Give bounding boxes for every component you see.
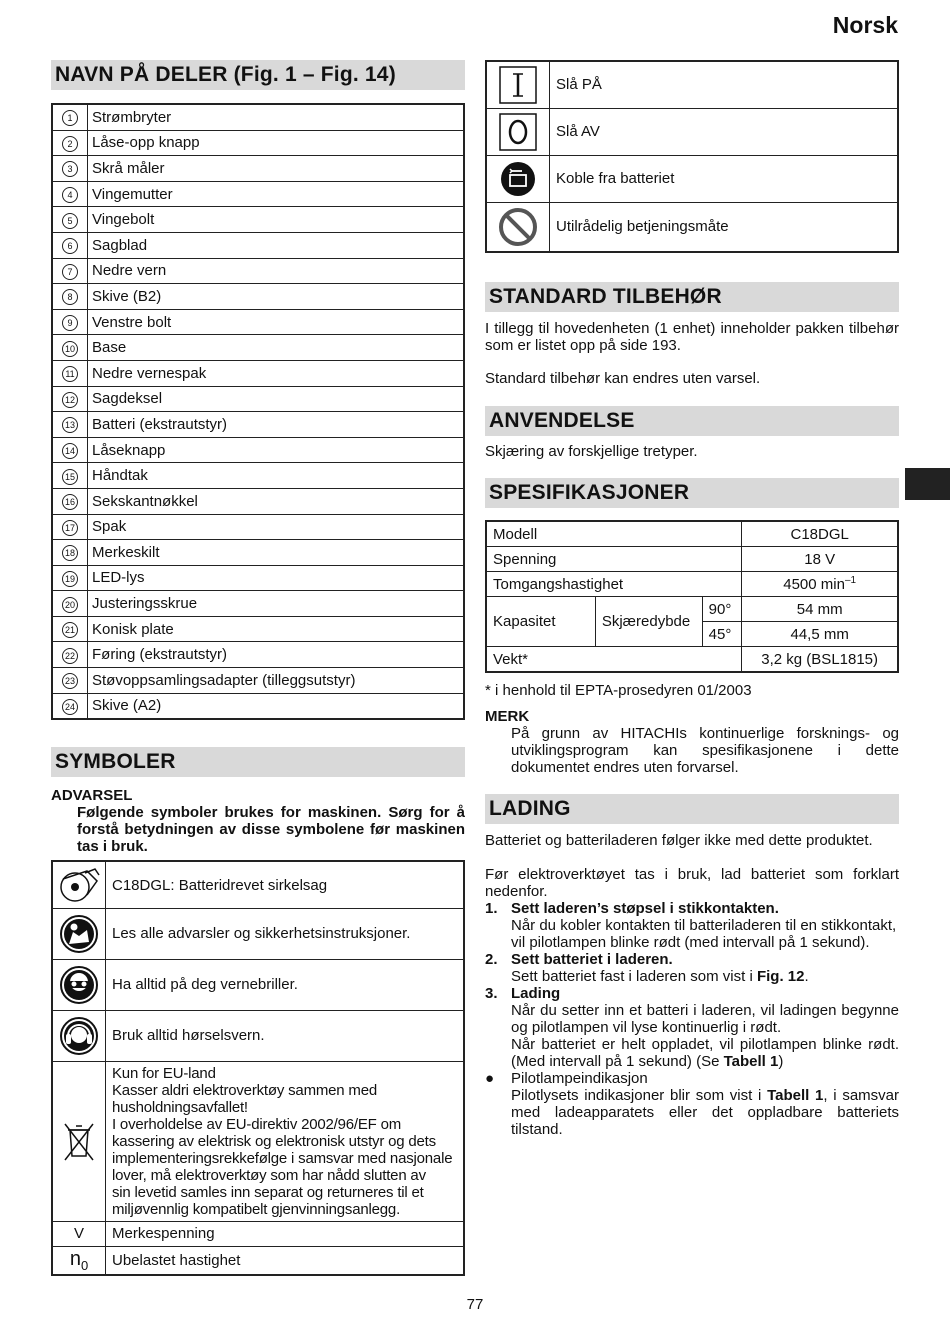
symbol-text: Utilrådelig betjeningsmåte [550, 202, 899, 252]
part-number: 6 [52, 232, 88, 258]
safety-glasses-icon [52, 959, 106, 1010]
specs-table [485, 520, 899, 673]
symbol-row [52, 861, 464, 908]
part-label: Merkeskilt [88, 540, 465, 566]
weee-line: miljøvennlig kompatibelt gjenvinningsanlegg. [112, 1200, 401, 1218]
parts-row [52, 232, 464, 258]
prohibited-icon [486, 202, 550, 252]
charging-intro-2: Før elektroverktøyet tas i bruk, lad batteriet som forklart nedenfor. [485, 866, 899, 900]
speed-symbol-row [52, 1246, 464, 1275]
weee-text [106, 1061, 465, 1221]
bullet-title: ● Pilotlampeindikasjon [485, 1070, 648, 1087]
part-number: 1 [52, 104, 88, 130]
part-number: 24 [52, 693, 88, 719]
voltage-symbol-row [52, 1221, 464, 1246]
accessories-heading: STANDARD TILBEHØR [485, 282, 899, 312]
symbols-heading: SYMBOLER [51, 747, 465, 777]
symbol-text: C18DGL: Batteridrevet sirkelsag [106, 861, 465, 908]
left-column [51, 60, 465, 1276]
symbol-row [52, 959, 464, 1010]
part-label: Sagblad [88, 232, 465, 258]
step-2-title: 2. Sett batteriet i laderen. [485, 951, 673, 968]
part-label: Skive (A2) [88, 693, 465, 719]
crossed-bin-icon [52, 1061, 106, 1221]
part-number: 2 [52, 130, 88, 156]
weee-line: Kasser aldri elektroverktøy sammen med [112, 1081, 377, 1099]
part-number: 20 [52, 591, 88, 617]
switch-symbols-table [485, 60, 899, 253]
parts-row [52, 360, 464, 386]
no-load-speed-symbol: $n_0$ [52, 1246, 106, 1275]
note-label: MERK [485, 708, 530, 725]
part-number: 9 [52, 309, 88, 335]
part-label: Strømbryter [88, 104, 465, 130]
symbol-row [486, 61, 898, 108]
spec-row: 45° 44,5 mm [486, 622, 898, 647]
section-tab-marker [905, 468, 950, 500]
part-label: Sagdeksel [88, 386, 465, 412]
part-number: 23 [52, 668, 88, 694]
parts-row [52, 591, 464, 617]
symbol-text: Ubelastet hastighet [106, 1246, 465, 1275]
part-label: Låse-opp knapp [88, 130, 465, 156]
switch-on-icon [486, 61, 550, 108]
part-number: 4 [52, 181, 88, 207]
part-label: Vingebolt [88, 207, 465, 233]
part-number: 15 [52, 463, 88, 489]
part-number: 10 [52, 335, 88, 361]
part-number: 7 [52, 258, 88, 284]
weee-line: kassering av elektrisk og elektronisk utstyr og dets [112, 1132, 436, 1150]
symbol-row [486, 108, 898, 155]
part-number: 19 [52, 565, 88, 591]
part-number: 3 [52, 156, 88, 182]
parts-row [52, 540, 464, 566]
step-1-title: 1. Sett laderen’s støpsel i stikkontakten. [485, 900, 779, 917]
part-label: Konisk plate [88, 616, 465, 642]
symbol-row [486, 155, 898, 202]
part-number: 14 [52, 437, 88, 463]
weee-line: Kun for EU-land [112, 1064, 216, 1082]
spec-row: Kapasitet Skjæredybde 90° 54 mm [486, 597, 898, 622]
parts-row [52, 514, 464, 540]
parts-row [52, 104, 464, 130]
weee-line: sin levetid samles inn separat og returneres til et [112, 1183, 424, 1201]
symbol-text: Slå PÅ [550, 61, 899, 108]
step-1-text: Når du kobler kontakten til batteriladeren til en stikkontakt, vil pilotlampen blinke rødt (med intervall på 1 sekund). [511, 917, 897, 951]
spec-row: Tomgangshastighet 4500 $\min^{-1}$ [486, 572, 898, 597]
note-text: På grunn av HITACHIs kontinuerlige forsknings- og utviklingsprogram kan spesifikasjonene i dette dokumentet endres uten forvarsel. [511, 725, 899, 776]
warning-label: ADVARSEL [51, 787, 133, 805]
accessories-text: I tillegg til hovedenheten (1 enhet) inneholder pakken tilbehør som er listet opp på side 193. [485, 320, 899, 354]
part-label: Håndtak [88, 463, 465, 489]
weee-row [52, 1061, 464, 1221]
parts-row [52, 463, 464, 489]
step-2-text: Sett batteriet fast i laderen som vist i Fig. 12. [511, 968, 809, 985]
part-number: 11 [52, 360, 88, 386]
weee-line: lover, må elektroverktøy som har nådd slutten av [112, 1166, 426, 1184]
symbol-text: Bruk alltid hørselsvern. [106, 1010, 465, 1061]
part-label: Skrå måler [88, 156, 465, 182]
spec-row: Modell C18DGL [486, 521, 898, 547]
circular-saw-icon [52, 861, 106, 908]
voltage-symbol: V [52, 1221, 106, 1246]
part-label: Nedre vernespak [88, 360, 465, 386]
part-number: 5 [52, 207, 88, 233]
parts-row [52, 258, 464, 284]
language-label: Norsk [832, 12, 898, 38]
part-number: 17 [52, 514, 88, 540]
part-number: 8 [52, 284, 88, 310]
application-text: Skjæring av forskjellige tretyper. [485, 443, 698, 460]
part-label: Vingemutter [88, 181, 465, 207]
weee-line: implementeringsrekkefølge i samsvar med nasjonale [112, 1149, 453, 1167]
charging-intro: Batteriet og batteriladeren følger ikke med dette produktet. [485, 832, 873, 849]
specs-heading: SPESIFIKASJONER [485, 478, 899, 508]
part-label: Sekskantnøkkel [88, 488, 465, 514]
part-label: LED-lys [88, 565, 465, 591]
bullet-text: Pilotlysets indikasjoner blir som vist i Tabell 1, i samsvar med ladeapparatets eller det oppladbare batteriets tilstand. [511, 1087, 899, 1138]
parts-row [52, 668, 464, 694]
parts-row [52, 488, 464, 514]
part-label: Venstre bolt [88, 309, 465, 335]
parts-row [52, 130, 464, 156]
part-number: 21 [52, 616, 88, 642]
symbol-row [52, 908, 464, 959]
right-column [485, 60, 899, 1138]
symbol-text: Les alle advarsler og sikkerhetsinstruksjoner. [106, 908, 465, 959]
parts-row [52, 642, 464, 668]
parts-row [52, 207, 464, 233]
ear-protection-icon [52, 1010, 106, 1061]
warning-text: Følgende symboler brukes for maskinen. Sørg for å forstå betydningen av disse symbolene før maskinen tas i bruk. [77, 804, 465, 856]
part-label: Base [88, 335, 465, 361]
symbol-text: Koble fra batteriet [550, 155, 899, 202]
symbol-text: Slå AV [550, 108, 899, 155]
part-label: Spak [88, 514, 465, 540]
parts-row [52, 437, 464, 463]
parts-row [52, 181, 464, 207]
parts-row [52, 335, 464, 361]
switch-off-icon [486, 108, 550, 155]
parts-heading: NAVN PÅ DELER (Fig. 1 – Fig. 14) [51, 60, 465, 90]
read-manual-icon [52, 908, 106, 959]
parts-row [52, 616, 464, 642]
parts-row [52, 156, 464, 182]
parts-table [51, 103, 465, 720]
bullet-icon: ● [485, 1070, 495, 1087]
disconnect-battery-icon [486, 155, 550, 202]
application-heading: ANVENDELSE [485, 406, 899, 436]
weee-line: I overholdelse av EU-direktiv 2002/96/EF om [112, 1115, 402, 1133]
part-label: Skive (B2) [88, 284, 465, 310]
part-label: Batteri (ekstrautstyr) [88, 412, 465, 438]
page-number: 77 [466, 1296, 484, 1313]
symbol-text: Ha alltid på deg vernebriller. [106, 959, 465, 1010]
part-label: Justeringsskrue [88, 591, 465, 617]
spec-row: Vekt* 3,2 kg (BSL1815) [486, 647, 898, 673]
step-3-text: Når du setter inn et batteri i laderen, vil ladingen begynne og pilotlampen vil lyse kontinuerlig i rødt. [511, 1002, 899, 1036]
parts-row [52, 565, 464, 591]
parts-row [52, 309, 464, 335]
parts-row [52, 386, 464, 412]
step-3-title: 3. Lading [485, 985, 561, 1002]
charging-heading: LADING [485, 794, 899, 824]
part-label: Nedre vern [88, 258, 465, 284]
specs-footnote: * i henhold til EPTA-prosedyren 01/2003 [485, 682, 752, 699]
parts-row [52, 412, 464, 438]
part-label: Støvoppsamlingsadapter (tilleggsutstyr) [88, 668, 465, 694]
parts-row [52, 284, 464, 310]
spec-row: Spenning 18 V [486, 547, 898, 572]
step-3-text-2: Når batteriet er helt oppladet, vil pilotlampen blinke rødt. (Med intervall på 1 sekund) (Se Tabell 1) [511, 1036, 899, 1070]
part-number: 16 [52, 488, 88, 514]
symbols-table [51, 860, 465, 1276]
part-label: Føring (ekstrautstyr) [88, 642, 465, 668]
part-number: 13 [52, 412, 88, 438]
parts-row [52, 693, 464, 719]
symbol-row [486, 202, 898, 252]
accessories-note: Standard tilbehør kan endres uten varsel. [485, 370, 761, 387]
part-number: 18 [52, 540, 88, 566]
part-label: Låseknapp [88, 437, 465, 463]
part-number: 12 [52, 386, 88, 412]
part-number: 22 [52, 642, 88, 668]
symbol-text: Merkespenning [106, 1221, 465, 1246]
weee-line: husholdningsavfallet! [112, 1098, 248, 1116]
symbol-row [52, 1010, 464, 1061]
